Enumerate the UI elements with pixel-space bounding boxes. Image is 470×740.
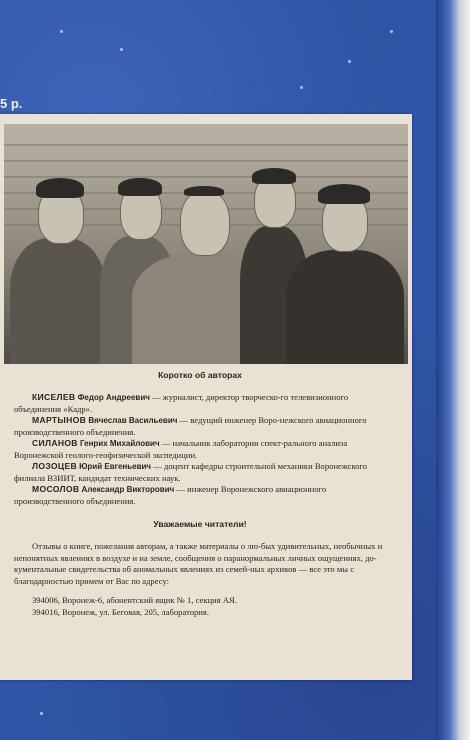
readers-heading: Уважаемые читатели!	[153, 519, 247, 529]
address-line: 394006, Воронеж-6, абонентский ящик № 1, секция АЯ.	[32, 595, 237, 605]
cover-speck	[60, 30, 63, 33]
cover-speck	[120, 48, 123, 51]
about-authors-heading: Коротко об авторах	[158, 370, 242, 380]
authors-text	[14, 370, 386, 618]
author-portrait	[286, 178, 404, 364]
author-entry: СИЛАНОВ Генрих Михайлович — начальник лаборатории спект-рального анализа Воронежской геолого-геофизической экспедиции.	[14, 438, 348, 460]
address-line: 394016, Воронеж, ул. Беговая, 205, лаборатория.	[32, 606, 210, 617]
authors-photo	[4, 124, 408, 364]
price-label: 5 р.	[0, 96, 23, 111]
cover-speck	[390, 30, 393, 33]
author-entry: МОСОЛОВ Александр Викторович — инженер Воронежского авиационного производственного объединения.	[14, 484, 327, 506]
readers-appeal: Отзывы о книге, пожелания авторам, а также материалы о лю-бых удивительных, необычных и непонятных явлениях в воздухе и на земле, сообщения о паранормальных личных ощущениях, до-кументальные свидетельства об аномальных явлениях из семей-ных архивов — все это мы с благодарностью примем от Вас по адресу:	[14, 541, 383, 586]
author-entry: ЛОЗОЦЕВ Юрий Евгеньевич — доцент кафедры строительной механики Воронежского филиала ВЗИИТ, кандидат технических наук.	[14, 461, 368, 483]
author-entry: МАРТЫНОВ Вячеслав Васильевич — ведущий инженер Воро-нежского авиационного производственного объединения.	[14, 415, 367, 437]
book-spine	[436, 0, 470, 740]
author-entry: КИСЕЛЕВ Федор Андреевич — журналист, директор творческо-го телевизионного объединения «Кадр».	[14, 392, 349, 414]
mailing-addresses	[14, 595, 386, 618]
cover-speck	[40, 712, 43, 715]
author-portrait	[10, 168, 106, 364]
cover-speck	[300, 86, 303, 89]
cover-speck	[348, 60, 351, 63]
authors-sheet	[0, 114, 412, 680]
